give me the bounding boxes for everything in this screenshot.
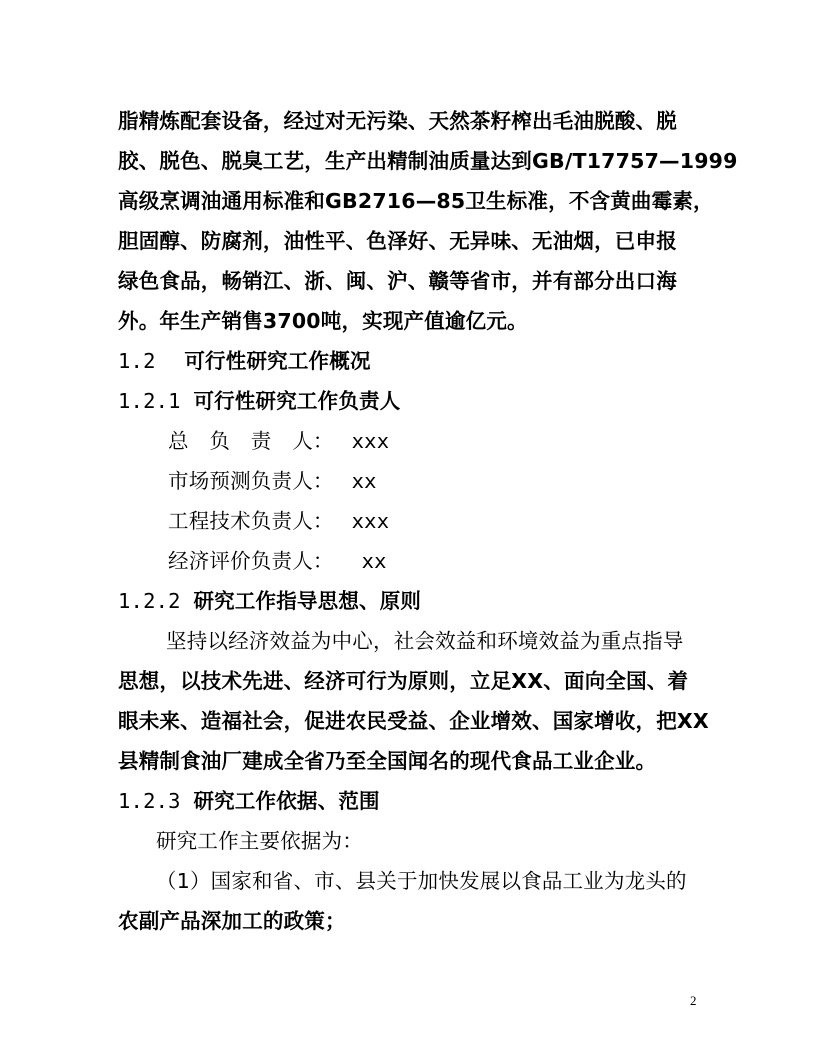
paragraph-line: 脂精炼配套设备，经过对无污染、天然茶籽榨出毛油脱酸、脱 [118,109,677,133]
paragraph-line: 眼未来、造福社会，促进农民受益、企业增效、国家增收，把XX [118,709,709,733]
paragraph-line: 研究工作主要依据为： [156,829,363,853]
section-title: 研究工作依据、范围 [193,789,380,813]
paragraph-line: 绿色食品，畅销江、浙、闽、沪、赣等省市，并有部分出口海 [118,269,677,293]
person-name: xxx [351,509,390,533]
person-name: xx [361,549,387,573]
section-heading-1-2-1 [118,388,400,414]
section-title: 可行性研究工作负责人 [193,389,401,413]
responsible-person-row [168,508,389,534]
page-number: 2 [690,993,697,1008]
section-title: 可行性研究工作概况 [184,349,371,373]
list-item-line: 农副产品深加工的政策； [118,909,346,933]
paragraph-line: 思想，以技术先进、经济可行为原则，立足XX、面向全国、着 [118,669,689,693]
paragraph-line: 胶、脱色、脱臭工艺，生产出精制油质量达到GB/T17757—1999 [118,149,738,173]
paragraph-line: 外。年生产销售3700吨，实现产值逾亿元。 [118,309,528,333]
paragraph-line: 县精制食油厂建成全省乃至全国闻名的现代食品工业企业。 [118,749,657,773]
paragraph-line: 胆固醇、防腐剂，油性平、色泽好、无异味、无油烟，已申报 [118,229,677,253]
person-name: xx [351,469,377,493]
responsible-person-row [168,428,389,454]
responsible-person-row [168,468,377,494]
role-label: 工程技术负责人： [168,509,334,533]
section-heading-1-2-2 [118,588,421,614]
section-number: 1.2.3 [118,789,181,813]
paragraph-line: 坚持以经济效益为中心，社会效益和环境效益为重点指导 [166,629,684,653]
role-label: 市场预测负责人： [168,469,334,493]
section-heading-1-2-3 [118,788,380,814]
section-title: 研究工作指导思想、原则 [193,589,422,613]
section-number: 1.2.1 [118,389,181,413]
role-label: 经济评价负责人： [168,549,334,573]
person-name: xxx [351,429,390,453]
list-item-line: （1）国家和省、市、县关于加快发展以食品工业为龙头的 [156,869,687,893]
section-number: 1.2.2 [118,589,181,613]
section-heading-1-2 [118,348,371,374]
section-number: 1.2 [118,349,156,373]
responsible-person-row [168,548,387,574]
paragraph-line: 高级烹调油通用标准和GB2716—85卫生标准，不含黄曲霉素， [118,189,714,213]
role-label: 总 负 责 人： [168,429,334,453]
